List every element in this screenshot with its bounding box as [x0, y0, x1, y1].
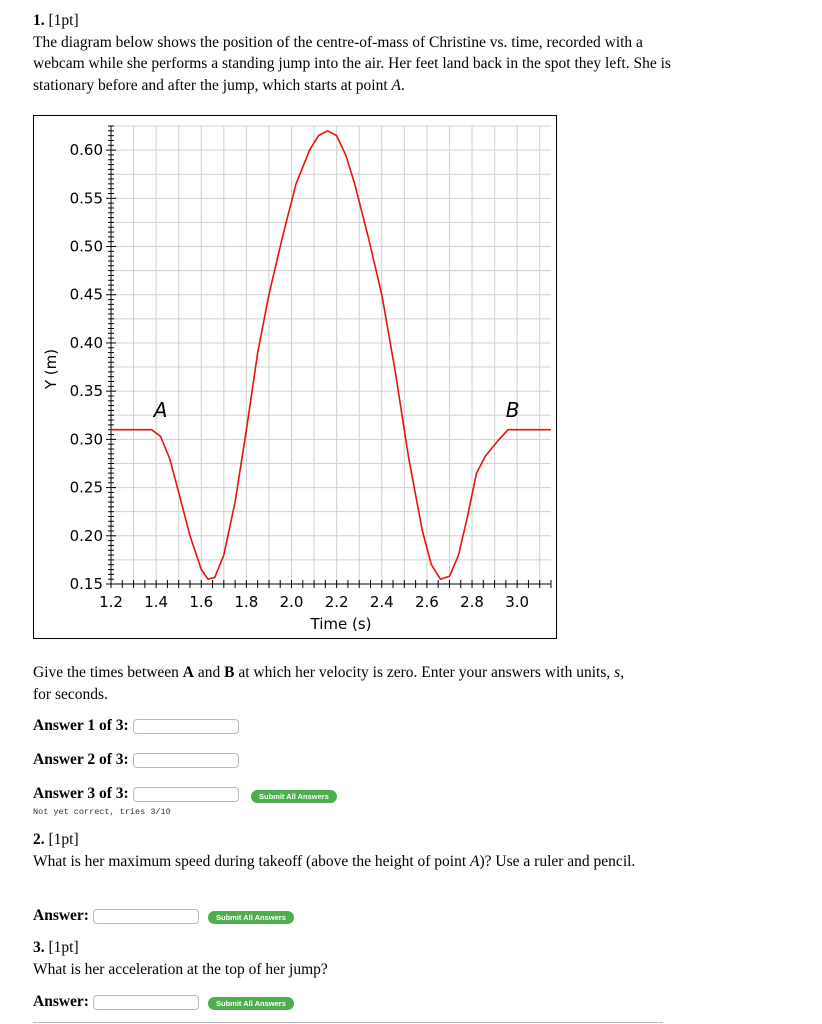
x-tick-label: 2.8	[460, 593, 484, 611]
point-label-a: A	[153, 397, 168, 422]
answer-1-row	[33, 716, 239, 736]
answer-2-label: Answer 2 of 3:	[33, 751, 129, 769]
y-tick-label: 0.15	[69, 575, 103, 593]
x-tick-label: 2.6	[414, 593, 439, 611]
x-tick-label: 2.2	[324, 593, 349, 611]
answer-3-row	[33, 784, 239, 804]
answer-3-label: Answer 3 of 3:	[33, 785, 129, 803]
q3-submit-button[interactable]: Submit All Answers	[208, 997, 294, 1010]
chart-svg	[34, 116, 558, 640]
y-tick-label: 0.55	[69, 189, 103, 208]
x-tick-label: 1.2	[99, 593, 123, 611]
x-tick-label: 2.0	[279, 593, 304, 611]
x-tick-label: 1.6	[189, 593, 214, 611]
q2-answer-input[interactable]	[93, 909, 199, 924]
x-tick-label: 2.4	[369, 593, 394, 611]
y-tick-label: 0.30	[69, 430, 103, 449]
x-tick-label: 1.4	[144, 593, 169, 611]
answer-2-input[interactable]	[133, 753, 239, 768]
y-tick-label: 0.45	[69, 285, 103, 304]
y-tick-label: 0.25	[69, 478, 103, 497]
question-1-points: [1pt]	[48, 12, 79, 29]
y-axis-title: Y (m)	[42, 348, 60, 390]
question-1-number: 1.	[33, 12, 45, 29]
q2-answer-row	[33, 906, 199, 926]
divider	[33, 1022, 663, 1023]
q2-answer-label: Answer:	[33, 907, 89, 925]
question-1-text: 1. [1pt] The diagram below shows the position of the centre-of-mass of Christine vs. time, recorded with a webcam while she performs a standing jump into the air. Her feet land back in the spot they left. She is stationary before and after the jump, which starts at point A.	[33, 12, 671, 94]
question-3-number: 3.	[33, 939, 45, 956]
y-tick-label: 0.35	[69, 382, 103, 401]
y-tick-label: 0.20	[69, 526, 103, 545]
question-3-points: [1pt]	[48, 939, 79, 956]
question-3-text: 3. [1pt] What is her acceleration at the top of her jump?	[33, 939, 328, 978]
x-axis-title: Time (s)	[310, 615, 372, 633]
answer-2-row	[33, 750, 239, 770]
q3-answer-input[interactable]	[93, 995, 199, 1010]
question-1-prompt: Give the times between A and B at which her velocity is zero. Enter your answers with units, s, for seconds.	[33, 664, 625, 703]
question-2-points: [1pt]	[48, 831, 79, 848]
q3-answer-row	[33, 992, 199, 1012]
q1-submit-button[interactable]: Submit All Answers	[251, 790, 337, 803]
question-2-number: 2.	[33, 831, 45, 848]
y-tick-label: 0.40	[69, 333, 103, 352]
position-time-chart	[33, 115, 557, 639]
question-2-text: 2. [1pt] What is her maximum speed during takeoff (above the height of point A)? Use a ruler and pencil.	[33, 831, 636, 870]
point-a-ref: A	[391, 76, 402, 94]
q3-answer-label: Answer:	[33, 993, 89, 1011]
y-tick-label: 0.60	[69, 141, 103, 160]
question-1-body: The diagram below shows the position of the centre-of-mass of Christine vs. time, recorded with a webcam while she performs a standing jump into the air. Her feet land back in the spot they left. She is stationary before and after the jump, which starts at point	[33, 33, 671, 94]
answer-1-input[interactable]	[133, 719, 239, 734]
answer-3-input[interactable]	[133, 787, 239, 802]
y-tick-label: 0.50	[69, 237, 103, 256]
q2-submit-button[interactable]: Submit All Answers	[208, 911, 294, 924]
x-tick-label: 1.8	[234, 593, 259, 611]
x-tick-label: 3.0	[505, 593, 530, 611]
answer-1-label: Answer 1 of 3:	[33, 717, 129, 735]
point-label-b: B	[505, 397, 520, 422]
q1-status-text: Not yet correct, tries 3/10	[33, 807, 171, 817]
